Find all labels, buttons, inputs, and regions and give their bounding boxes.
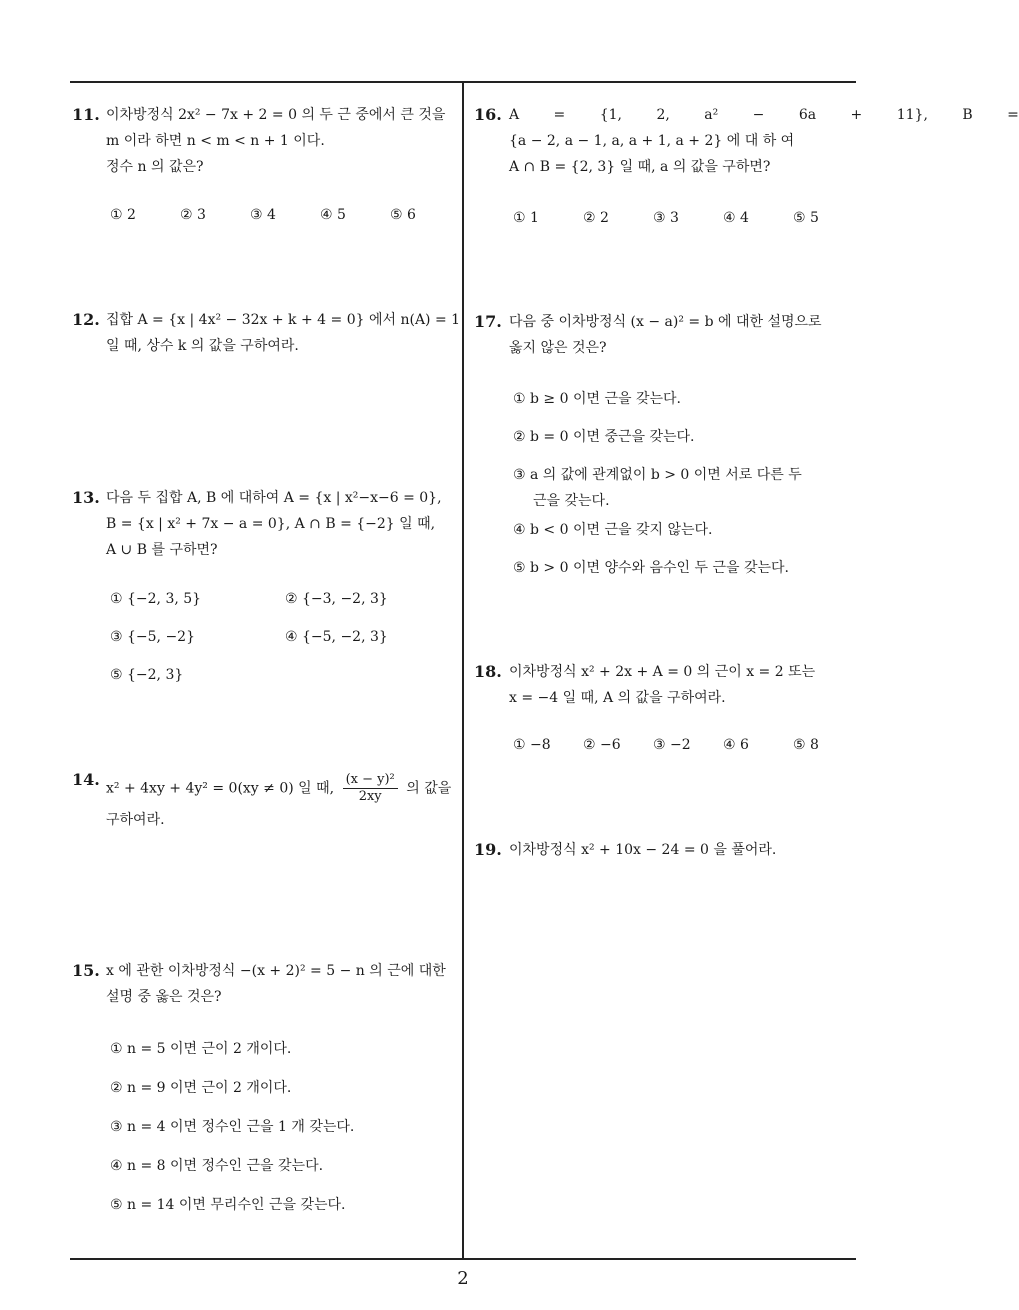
question-text: 설명 중 옳은 것은? <box>106 989 222 1005</box>
question-text: A ∩ B = {2, 3} 일 때, a 의 값을 구하면? <box>509 159 771 175</box>
question-text: 이차방정식 x² + 2x + A = 0 의 근이 x = 2 또는 <box>509 664 816 680</box>
answer-option[interactable]: ④ 5 <box>320 207 346 223</box>
answer-option[interactable]: ⑤ {−2, 3} <box>110 667 184 683</box>
answer-option[interactable]: ⑤ 5 <box>793 210 819 226</box>
answer-option[interactable]: ② −6 <box>583 737 621 753</box>
question-text: x = −4 일 때, A 의 값을 구하여라. <box>509 690 726 706</box>
answer-option[interactable]: ② n = 9 이면 근이 2 개이다. <box>110 1080 292 1096</box>
answer-option[interactable]: ④ 4 <box>723 210 749 226</box>
answer-option[interactable]: ⑤ b > 0 이면 양수와 음수인 두 근을 갖는다. <box>513 560 789 576</box>
question-number: 14. <box>72 770 100 789</box>
question-text: {a − 2, a − 1, a, a + 1, a + 2} 에 대 하 여 <box>509 133 795 149</box>
answer-option[interactable]: ② 3 <box>180 207 206 223</box>
answer-option[interactable]: ② {−3, −2, 3} <box>285 591 388 607</box>
fraction-numerator: (x − y)² <box>343 772 398 789</box>
fraction-denominator: 2xy <box>358 789 382 804</box>
answer-option[interactable]: ① b ≥ 0 이면 근을 갖는다. <box>513 391 681 407</box>
answer-option[interactable]: ⑤ n = 14 이면 무리수인 근을 갖는다. <box>110 1197 346 1213</box>
answer-option[interactable]: ④ {−5, −2, 3} <box>285 629 388 645</box>
question-text: 다음 두 집합 A, B 에 대하여 A = {x | x²−x−6 = 0}, <box>106 490 442 506</box>
question-number: 15. <box>72 961 100 980</box>
answer-option[interactable]: ④ n = 8 이면 정수인 근을 갖는다. <box>110 1158 324 1174</box>
page-number: 2 <box>457 1268 469 1289</box>
answer-option[interactable]: ④ b < 0 이면 근을 갖지 않는다. <box>513 522 713 538</box>
question-text: A ∪ B 를 구하면? <box>106 542 218 558</box>
answer-option[interactable]: ① 2 <box>110 207 136 223</box>
question-text: 구하여라. <box>106 812 165 828</box>
question-text-line <box>106 772 456 805</box>
answer-option[interactable]: ⑤ 8 <box>793 737 819 753</box>
question-text: 다음 중 이차방정식 (x − a)² = b 에 대한 설명으로 <box>509 314 822 330</box>
answer-option[interactable]: ② b = 0 이면 중근을 갖는다. <box>513 429 695 445</box>
question-number: 11. <box>72 105 100 124</box>
answer-option[interactable]: ① {−2, 3, 5} <box>110 591 202 607</box>
question-number: 16. <box>474 105 502 124</box>
column-divider <box>462 81 464 1259</box>
question-text: x² + 4xy + 4y² = 0(xy ≠ 0) 일 때, <box>106 780 335 797</box>
answer-option[interactable]: ③ −2 <box>653 737 691 753</box>
answer-option[interactable]: ③ a 의 값에 관계없이 b > 0 이면 서로 다른 두 <box>513 467 802 483</box>
question-number: 12. <box>72 310 100 329</box>
question-number: 18. <box>474 662 502 681</box>
answer-option[interactable]: ④ 6 <box>723 737 749 753</box>
answer-option[interactable]: ② 2 <box>583 210 609 226</box>
answer-option[interactable]: ① −8 <box>513 737 551 753</box>
question-text: 의 값을 <box>406 780 452 797</box>
question-text: 집합 A = {x | 4x² − 32x + k + 4 = 0} 에서 n(A) = 1 <box>106 312 461 328</box>
answer-option-continuation: 근을 갖는다. <box>533 493 610 509</box>
question-text: 일 때, 상수 k 의 값을 구하여라. <box>106 338 299 354</box>
answer-option[interactable]: ③ 3 <box>653 210 679 226</box>
question-number: 17. <box>474 312 502 331</box>
question-text: 이차방정식 2x² − 7x + 2 = 0 의 두 근 중에서 큰 것을 <box>106 107 446 123</box>
answer-option[interactable]: ① 1 <box>513 210 539 226</box>
question-text: m 이라 하면 n < m < n + 1 이다. <box>106 133 325 149</box>
question-number: 19. <box>474 840 502 859</box>
question-number: 13. <box>72 488 100 507</box>
question-text: 옳지 않은 것은? <box>509 340 607 356</box>
fraction <box>343 772 398 805</box>
bottom-rule <box>70 1258 856 1260</box>
question-text: 이차방정식 x² + 10x − 24 = 0 을 풀어라. <box>509 842 777 858</box>
question-text: x 에 관한 이차방정식 −(x + 2)² = 5 − n 의 근에 대한 <box>106 963 446 979</box>
question-text: B = {x | x² + 7x − a = 0}, A ∩ B = {−2} 일 때, <box>106 516 436 532</box>
question-text: 정수 n 의 값은? <box>106 159 204 175</box>
answer-option[interactable]: ① n = 5 이면 근이 2 개이다. <box>110 1041 292 1057</box>
answer-option[interactable]: ③ n = 4 이면 정수인 근을 1 개 갖는다. <box>110 1119 355 1135</box>
answer-option[interactable]: ③ 4 <box>250 207 276 223</box>
answer-option[interactable]: ③ {−5, −2} <box>110 629 195 645</box>
answer-option[interactable]: ⑤ 6 <box>390 207 416 223</box>
question-text: A = {1, 2, a² − 6a + 11}, B = <box>509 107 1019 123</box>
